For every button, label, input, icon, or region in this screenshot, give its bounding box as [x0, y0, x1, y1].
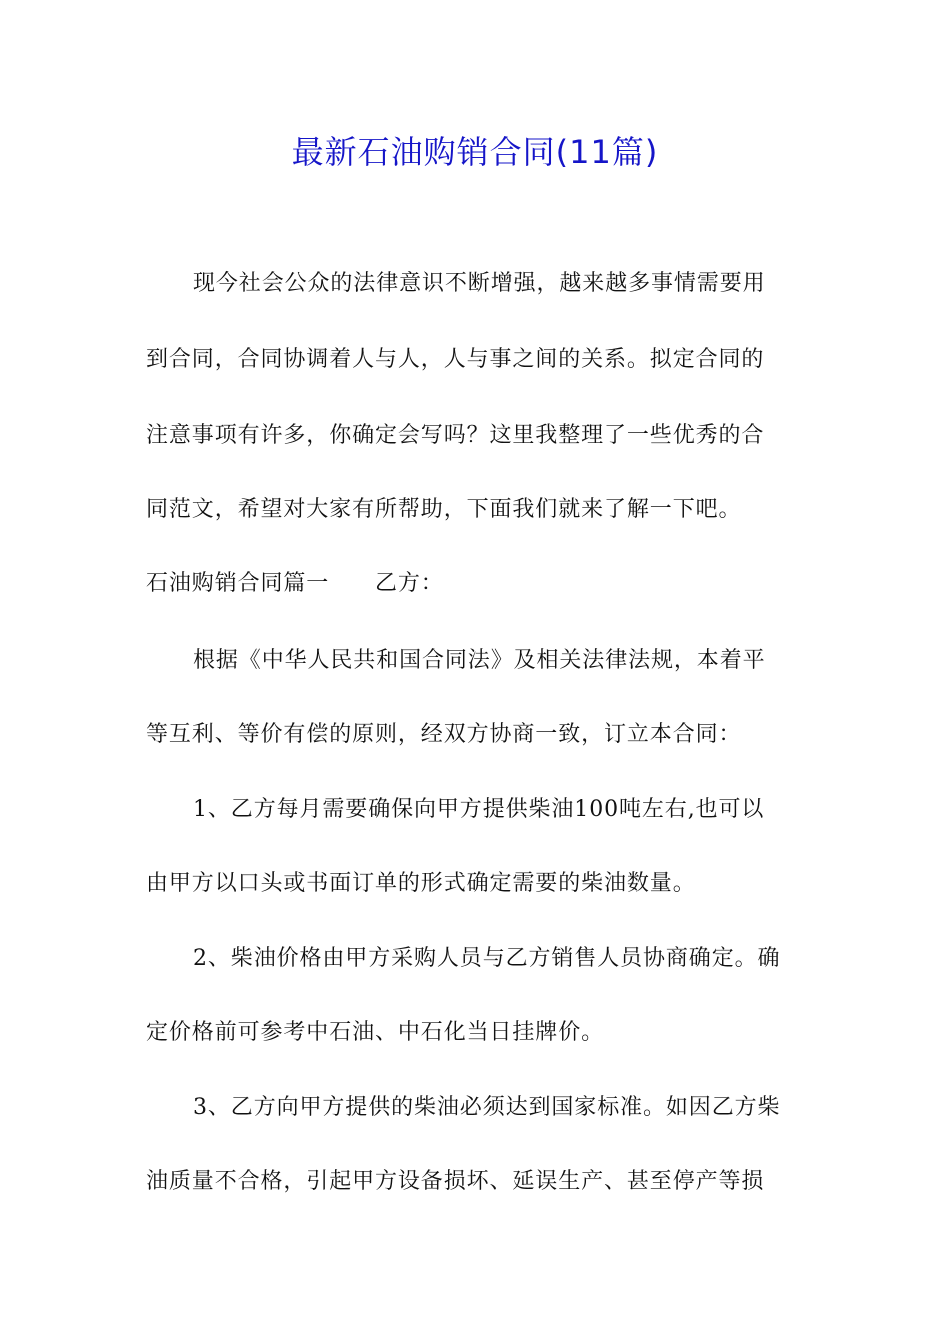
paragraph-line: 2、柴油价格由甲方采购人员与乙方销售人员协商确定。确 — [193, 946, 781, 971]
paragraph-line: 现今社会公众的法律意识不断增强，越来越多事情需要用 — [193, 271, 766, 296]
paragraph-line: 到合同，合同协调着人与人，人与事之间的关系。拟定合同的 — [146, 347, 765, 372]
paragraph-line: 定价格前可参考中石油、中石化当日挂牌价。 — [146, 1020, 605, 1045]
document-title: 最新石油购销合同(11篇) — [291, 133, 659, 171]
section-heading: 石油购销合同篇一 乙方： — [146, 571, 444, 596]
paragraph-line: 油质量不合格，引起甲方设备损坏、延误生产、甚至停产等损 — [146, 1169, 765, 1194]
paragraph-line: 根据《中华人民共和国合同法》及相关法律法规，本着平 — [193, 648, 766, 673]
paragraph-line: 由甲方以口头或书面订单的形式确定需要的柴油数量。 — [146, 871, 696, 896]
paragraph-line: 注意事项有许多，你确定会写吗？这里我整理了一些优秀的合 — [146, 423, 765, 448]
paragraph-line: 1、乙方每月需要确保向甲方提供柴油100吨左右,也可以 — [193, 797, 765, 822]
paragraph-line: 同范文，希望对大家有所帮助，下面我们就来了解一下吧。 — [146, 497, 742, 522]
paragraph-line: 等互利、等价有偿的原则，经双方协商一致，订立本合同： — [146, 722, 742, 747]
paragraph-line: 3、乙方向甲方提供的柴油必须达到国家标准。如因乙方柴 — [193, 1095, 781, 1120]
